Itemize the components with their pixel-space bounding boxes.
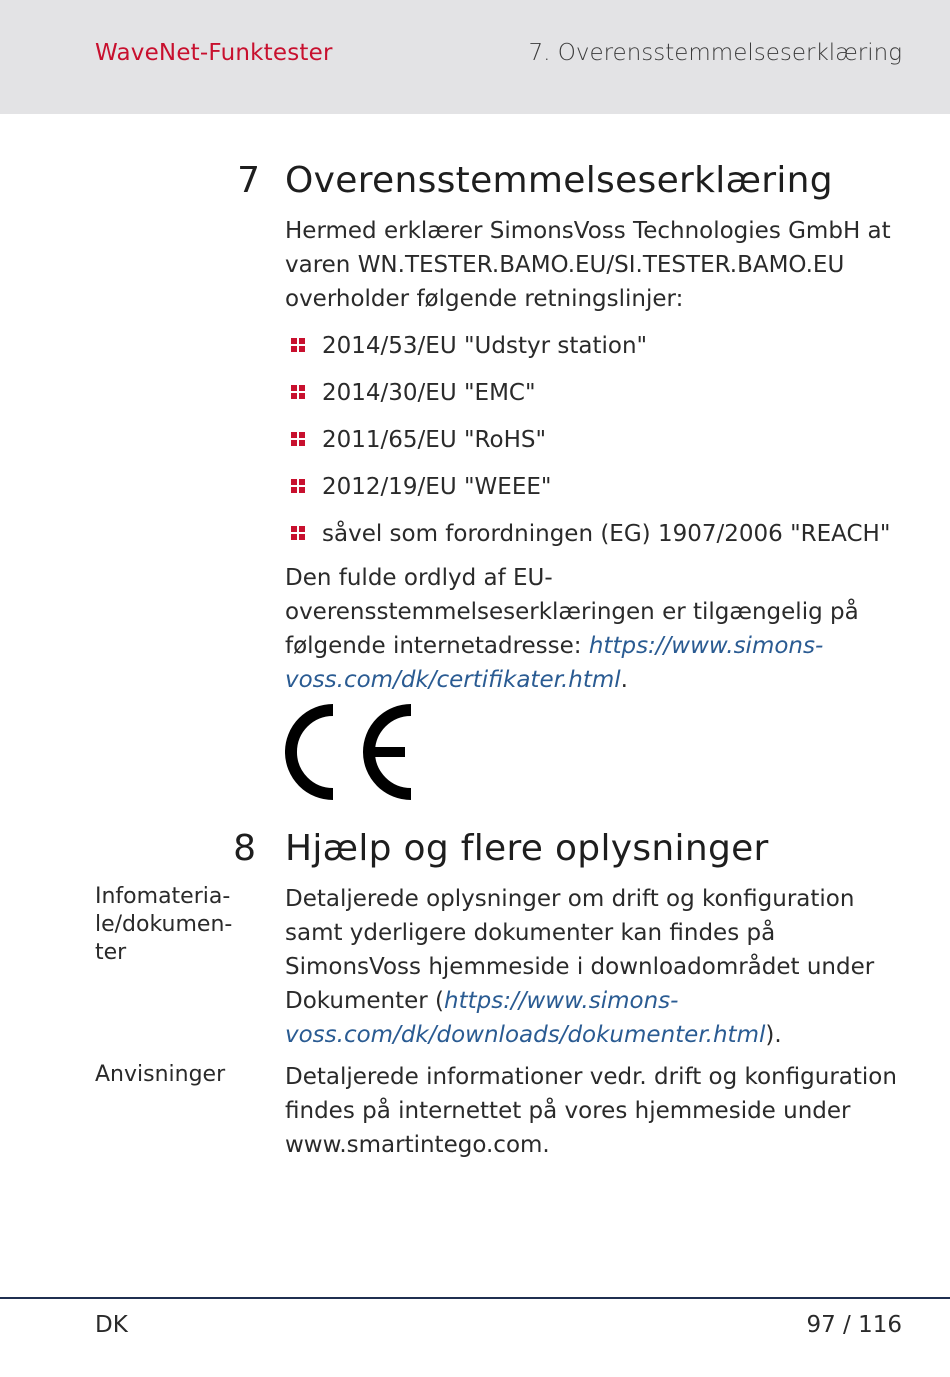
declaration-prefix: Den fulde ordlyd af EU-overensstemmelseserklæringen er tilgængelig på følgende internetadresse: [285, 565, 859, 659]
page-header [0, 0, 950, 114]
page-number: 97 / 116 [806, 1312, 902, 1338]
instructions-paragraph: Detaljerede informationer vedr. drift og konfiguration findes på internettet på vores hjemmeside under www.smartintego.com. [285, 1064, 897, 1158]
section-7-title: Overensstemmelseserklæring [285, 160, 833, 201]
section-7-intro: Hermed erklærer SimonsVoss Technologies GmbH at varen WN.TESTER.BAMO.EU/SI.TESTER.BAMO.EU overholder følgende retningslinjer: [285, 218, 891, 312]
documents-link[interactable]: https://www.simons-voss.com/dk/downloads/dokumenter.html [285, 988, 766, 1048]
chapter-title: 7. Overensstemmelseserklæring [528, 40, 902, 66]
list-item [285, 375, 890, 422]
documents-prefix: Detaljerede oplysninger om drift og konfiguration samt yderligere dokumenter kan findes på SimonsVoss hjemmeside i downloadområdet under Dokumenter ( [285, 886, 875, 1014]
list-item-text: 2014/53/EU "Udstyr station" [322, 333, 648, 359]
directive-list [285, 328, 890, 563]
section-8-title: Hjælp og flere oplysninger [285, 828, 769, 869]
section-7-number: 7 [237, 160, 260, 201]
list-item [285, 469, 890, 516]
list-item-text: 2014/30/EU "EMC" [322, 380, 536, 406]
section-8-number: 8 [233, 828, 256, 869]
side-label-documents: Infomateria-le/dokumen-ter [95, 884, 233, 965]
list-item [285, 328, 890, 375]
side-label-instructions: Anvisninger [95, 1062, 226, 1087]
certificates-link[interactable]: https://www.simons-voss.com/dk/certifikater.html [285, 633, 824, 693]
bullet-icon [291, 479, 305, 493]
ce-mark-icon [285, 704, 415, 800]
declaration-suffix: . [620, 667, 628, 693]
footer-divider [0, 1297, 950, 1299]
list-item-text: 2012/19/EU "WEEE" [322, 474, 552, 500]
bullet-icon [291, 385, 305, 399]
list-item-text: 2011/65/EU "RoHS" [322, 427, 547, 453]
bullet-icon [291, 526, 305, 540]
list-item [285, 422, 890, 469]
documents-paragraph [285, 882, 905, 1052]
list-item-text: såvel som forordningen (EG) 1907/2006 "REACH" [322, 521, 891, 547]
footer-language: DK [95, 1312, 128, 1338]
documents-suffix: ). [765, 1022, 782, 1048]
bullet-icon [291, 338, 305, 352]
product-name: WaveNet-Funktester [95, 40, 333, 66]
declaration-text [285, 561, 905, 697]
bullet-icon [291, 432, 305, 446]
list-item [285, 516, 890, 563]
